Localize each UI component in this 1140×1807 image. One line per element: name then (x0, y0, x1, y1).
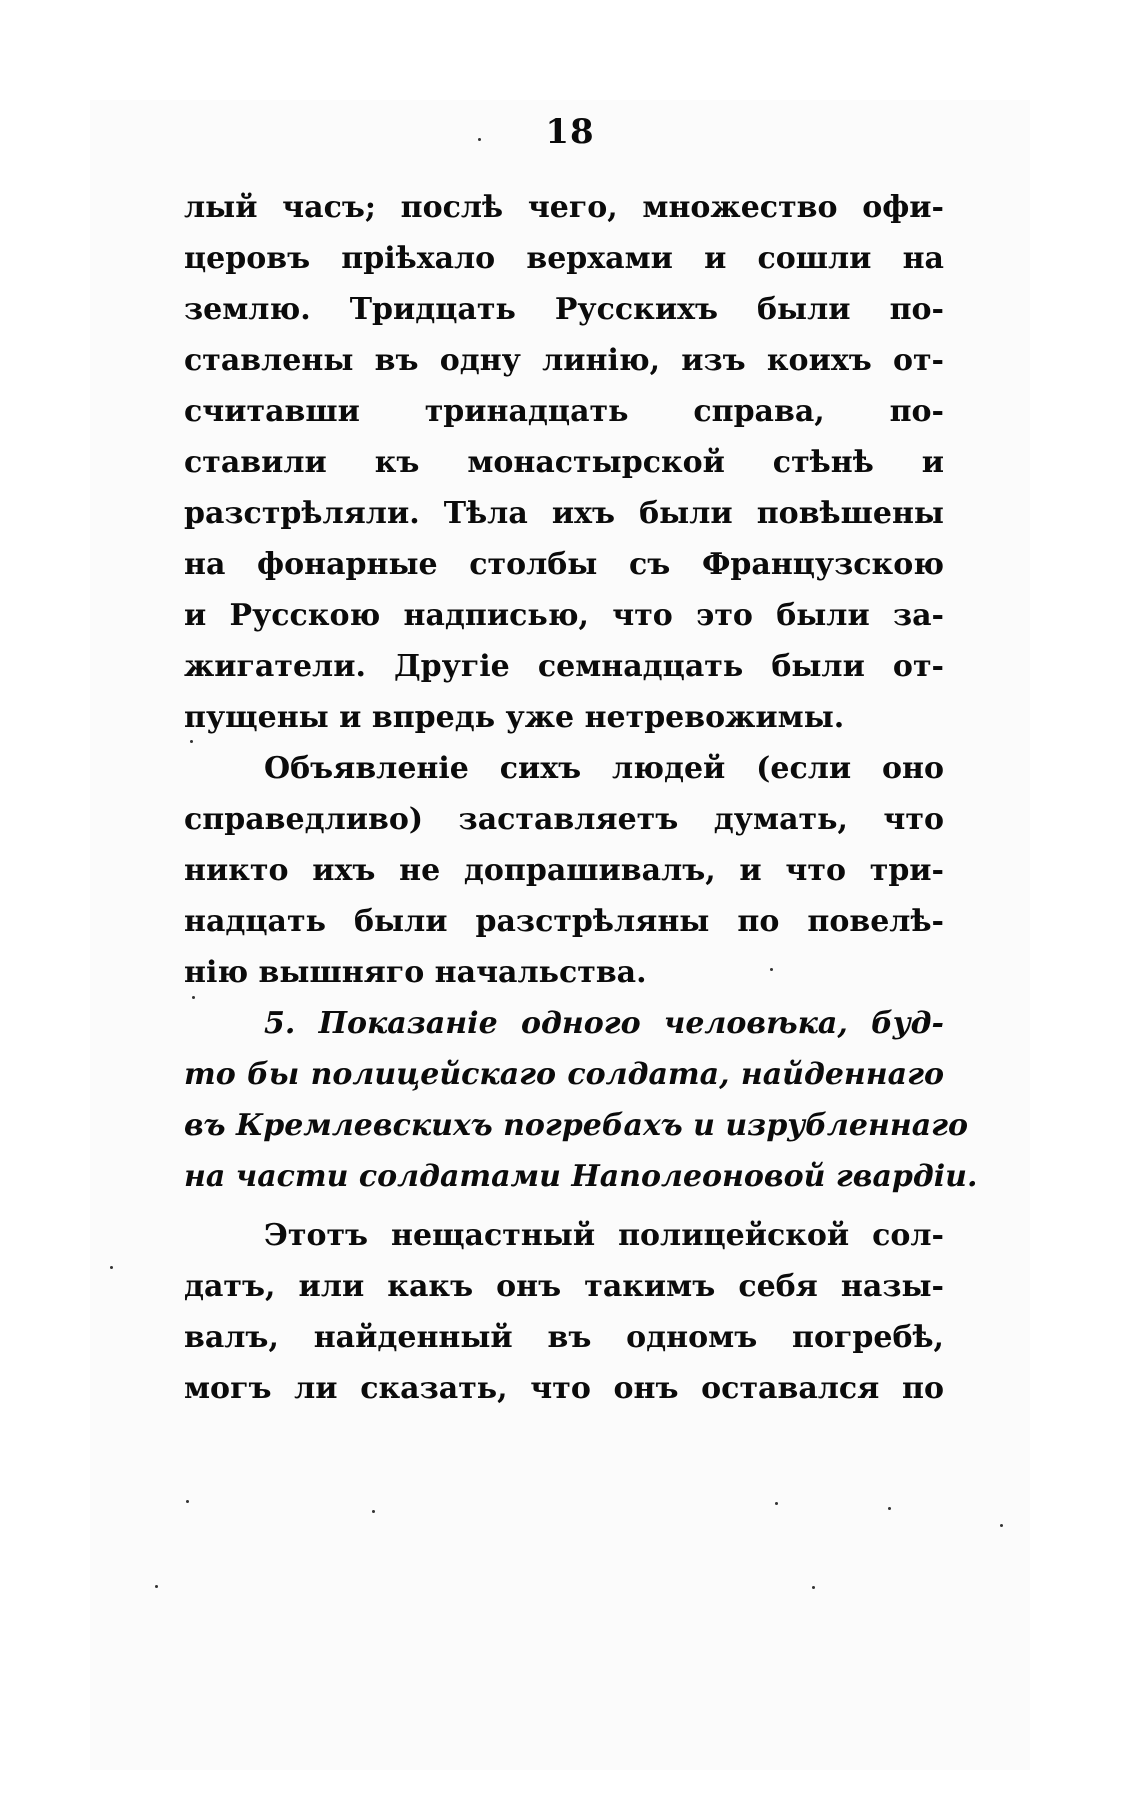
text-line: надцать были разстрѣляны по повелѣ- (184, 904, 944, 939)
text-line: церовъ пріѣхало верхами и сошли на (184, 241, 944, 276)
text-line: то бы полицейскаго солдата, найденнаго (184, 1057, 944, 1092)
text-line: пущены и впредь уже нетревожимы. (184, 700, 845, 735)
scan-speck (770, 968, 773, 971)
text-line: жигатели. Другіе семнадцать были от- (184, 649, 944, 684)
scan-speck (1000, 1524, 1003, 1527)
text-line: справедливо) заставляетъ думать, что (184, 802, 944, 837)
section-heading (184, 998, 978, 1202)
scan-speck (888, 1507, 891, 1510)
body-text (184, 182, 978, 1414)
scan-speck (155, 1585, 158, 1588)
scan-speck (812, 1586, 815, 1589)
text-line: въ Кремлевскихъ погребахъ и изрубленнаго (184, 1108, 969, 1143)
text-line: и Русскою надписью, что это были за- (184, 598, 944, 633)
paragraph (184, 743, 944, 998)
text-line: датъ, или какъ онъ такимъ себя назы- (184, 1269, 944, 1304)
scan-speck (190, 740, 193, 743)
text-line: считавши тринадцать справа, по- (184, 394, 944, 429)
text-line: никто ихъ не допрашивалъ, и что три- (184, 853, 944, 888)
paragraph (184, 1210, 944, 1414)
text-line: ставлены въ одну линію, изъ коихъ от- (184, 343, 944, 378)
paragraph (184, 182, 944, 743)
page-number: 18 (545, 112, 595, 152)
text-line: ставили къ монастырской стѣнѣ и (184, 445, 944, 480)
text-line: разстрѣляли. Тѣла ихъ были повѣшены (184, 496, 944, 531)
text-line: на фонарные столбы съ Французскою (184, 547, 944, 582)
scan-speck (192, 996, 195, 999)
text-line: нію вышняго начальства. (184, 955, 647, 990)
scan-speck (110, 1266, 113, 1269)
scan-speck (372, 1510, 375, 1513)
text-line: Объявленіе сихъ людей (если оно (264, 751, 944, 786)
text-line: могъ ли сказать, что онъ оставался по (184, 1371, 944, 1406)
text-line: Этотъ нещастный полицейской сол- (264, 1218, 944, 1253)
text-line: лый часъ; послѣ чего, множество офи- (184, 190, 944, 225)
text-line: на части солдатами Наполеоновой гвардіи. (184, 1159, 978, 1194)
scan-speck (478, 138, 481, 141)
text-line: 5. Показаніе одного человѣка, буд- (264, 1006, 944, 1041)
scan-speck (186, 1500, 189, 1503)
text-line: землю. Тридцать Русскихъ были по- (184, 292, 944, 327)
text-line: валъ, найденный въ одномъ погребѣ, (184, 1320, 944, 1355)
scan-speck (775, 1502, 778, 1505)
